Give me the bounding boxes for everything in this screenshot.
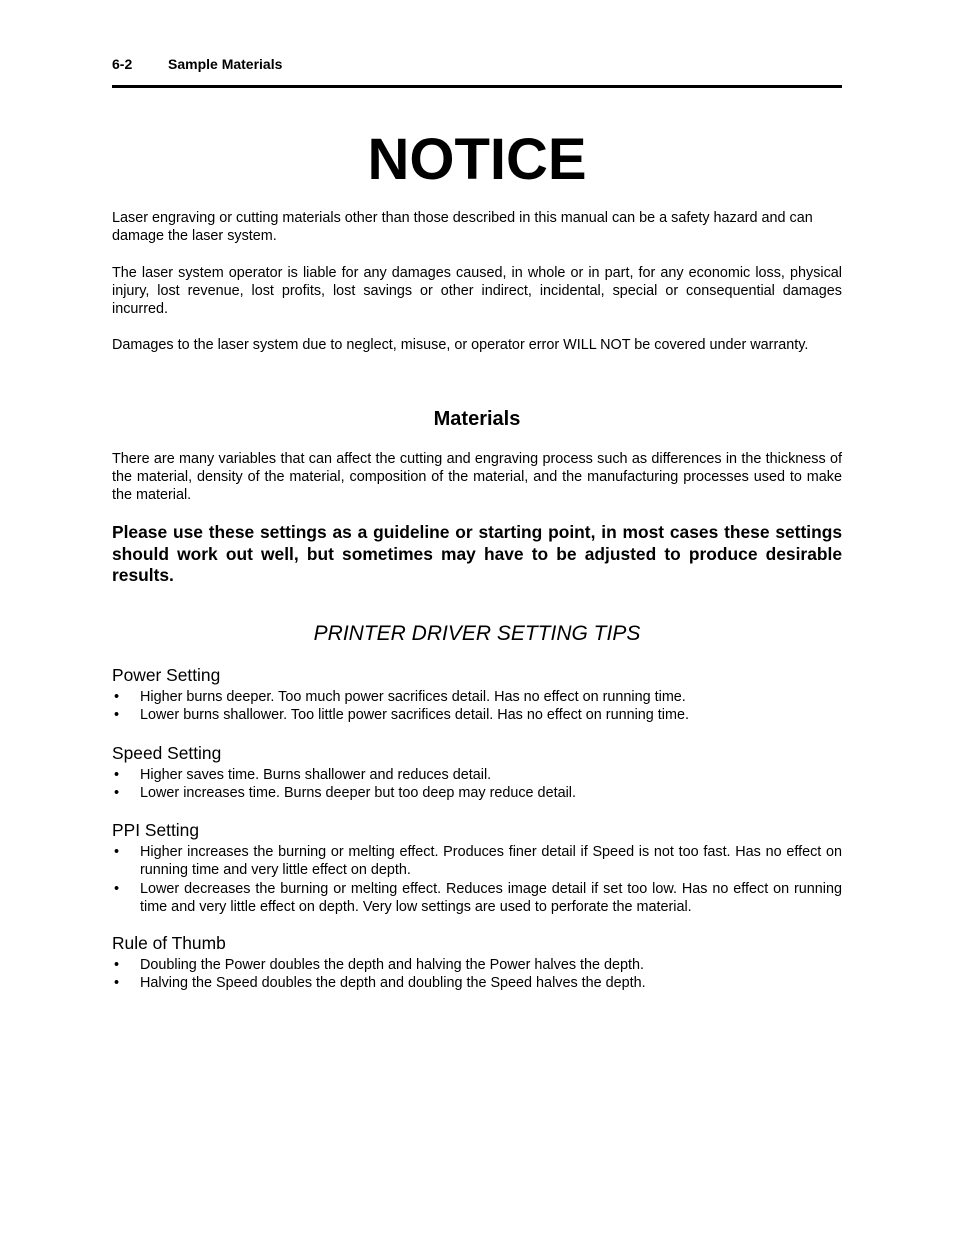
page-number: 6-2 — [112, 56, 133, 72]
materials-heading: Materials — [433, 408, 521, 430]
tips-title: PRINTER DRIVER SETTING TIPS — [313, 622, 641, 645]
bullet: • — [114, 689, 120, 705]
bullet: • — [114, 785, 120, 802]
running-header — [112, 56, 842, 72]
bullet: • — [114, 844, 120, 860]
power-setting-list — [112, 688, 842, 725]
bullet: • — [114, 880, 120, 897]
rule-of-thumb-list — [112, 956, 842, 993]
notice-paragraph-1: Laser engraving or cutting materials other than those described in this manual can be a safety hazard and can damage the laser system. — [112, 210, 813, 245]
materials-emphasis: Please use these settings as a guideline or starting point, in most cases these settings should work out well, but sometimes may have to be adjusted to produce desirable results. — [112, 522, 842, 586]
speed-setting-heading: Speed Setting — [112, 743, 222, 763]
speed-setting-list — [112, 766, 842, 803]
list-item: • Halving the Speed doubles the depth and doubling the Speed halves the depth. — [114, 975, 646, 992]
bullet: • — [114, 957, 120, 973]
bullet: • — [114, 975, 120, 992]
list-item: • Lower burns shallower. Too little power sacrifices detail. Has no effect on running time. — [114, 707, 689, 724]
list-item: • Higher increases the burning or melting effect. Produces finer detail if Speed is not too fast. Has no effect on running time and very little effect on depth. — [114, 844, 842, 879]
notice-paragraph-2: The laser system operator is liable for any damages caused, in whole or in part, for any economic loss, physical injury, lost revenue, lost profits, lost savings or other indirect, incidental, special or consequential damages incurred. — [112, 265, 842, 318]
rule-of-thumb-heading: Rule of Thumb — [112, 933, 226, 953]
bullet: • — [114, 767, 120, 783]
header-rule — [112, 85, 842, 88]
section-title: Sample Materials — [168, 56, 283, 72]
materials-paragraph: There are many variables that can affect the cutting and engraving process such as differences in the thickness of the material, density of the material, composition of the material, and the manufacturing processes used to make the material. — [112, 451, 842, 504]
notice-title: NOTICE — [367, 127, 587, 192]
ppi-setting-list — [112, 843, 842, 917]
power-setting-heading: Power Setting — [112, 665, 221, 685]
list-item: • Lower increases time. Burns deeper but too deep may reduce detail. — [114, 785, 576, 802]
ppi-setting-heading: PPI Setting — [112, 820, 200, 840]
list-item: • Higher saves time. Burns shallower and reduces detail. — [114, 767, 492, 783]
bullet: • — [114, 707, 120, 724]
list-item: • Higher burns deeper. Too much power sacrifices detail. Has no effect on running time. — [114, 689, 686, 705]
list-item: • Doubling the Power doubles the depth and halving the Power halves the depth. — [114, 957, 645, 973]
list-item: • Lower decreases the burning or melting effect. Reduces image detail if set too low. Has no effect on running time and very little effect on depth. Very low settings are used to perforate the material. — [114, 880, 842, 916]
notice-paragraph-3: Damages to the laser system due to neglect, misuse, or operator error WILL NOT be covered under warranty. — [112, 337, 809, 353]
